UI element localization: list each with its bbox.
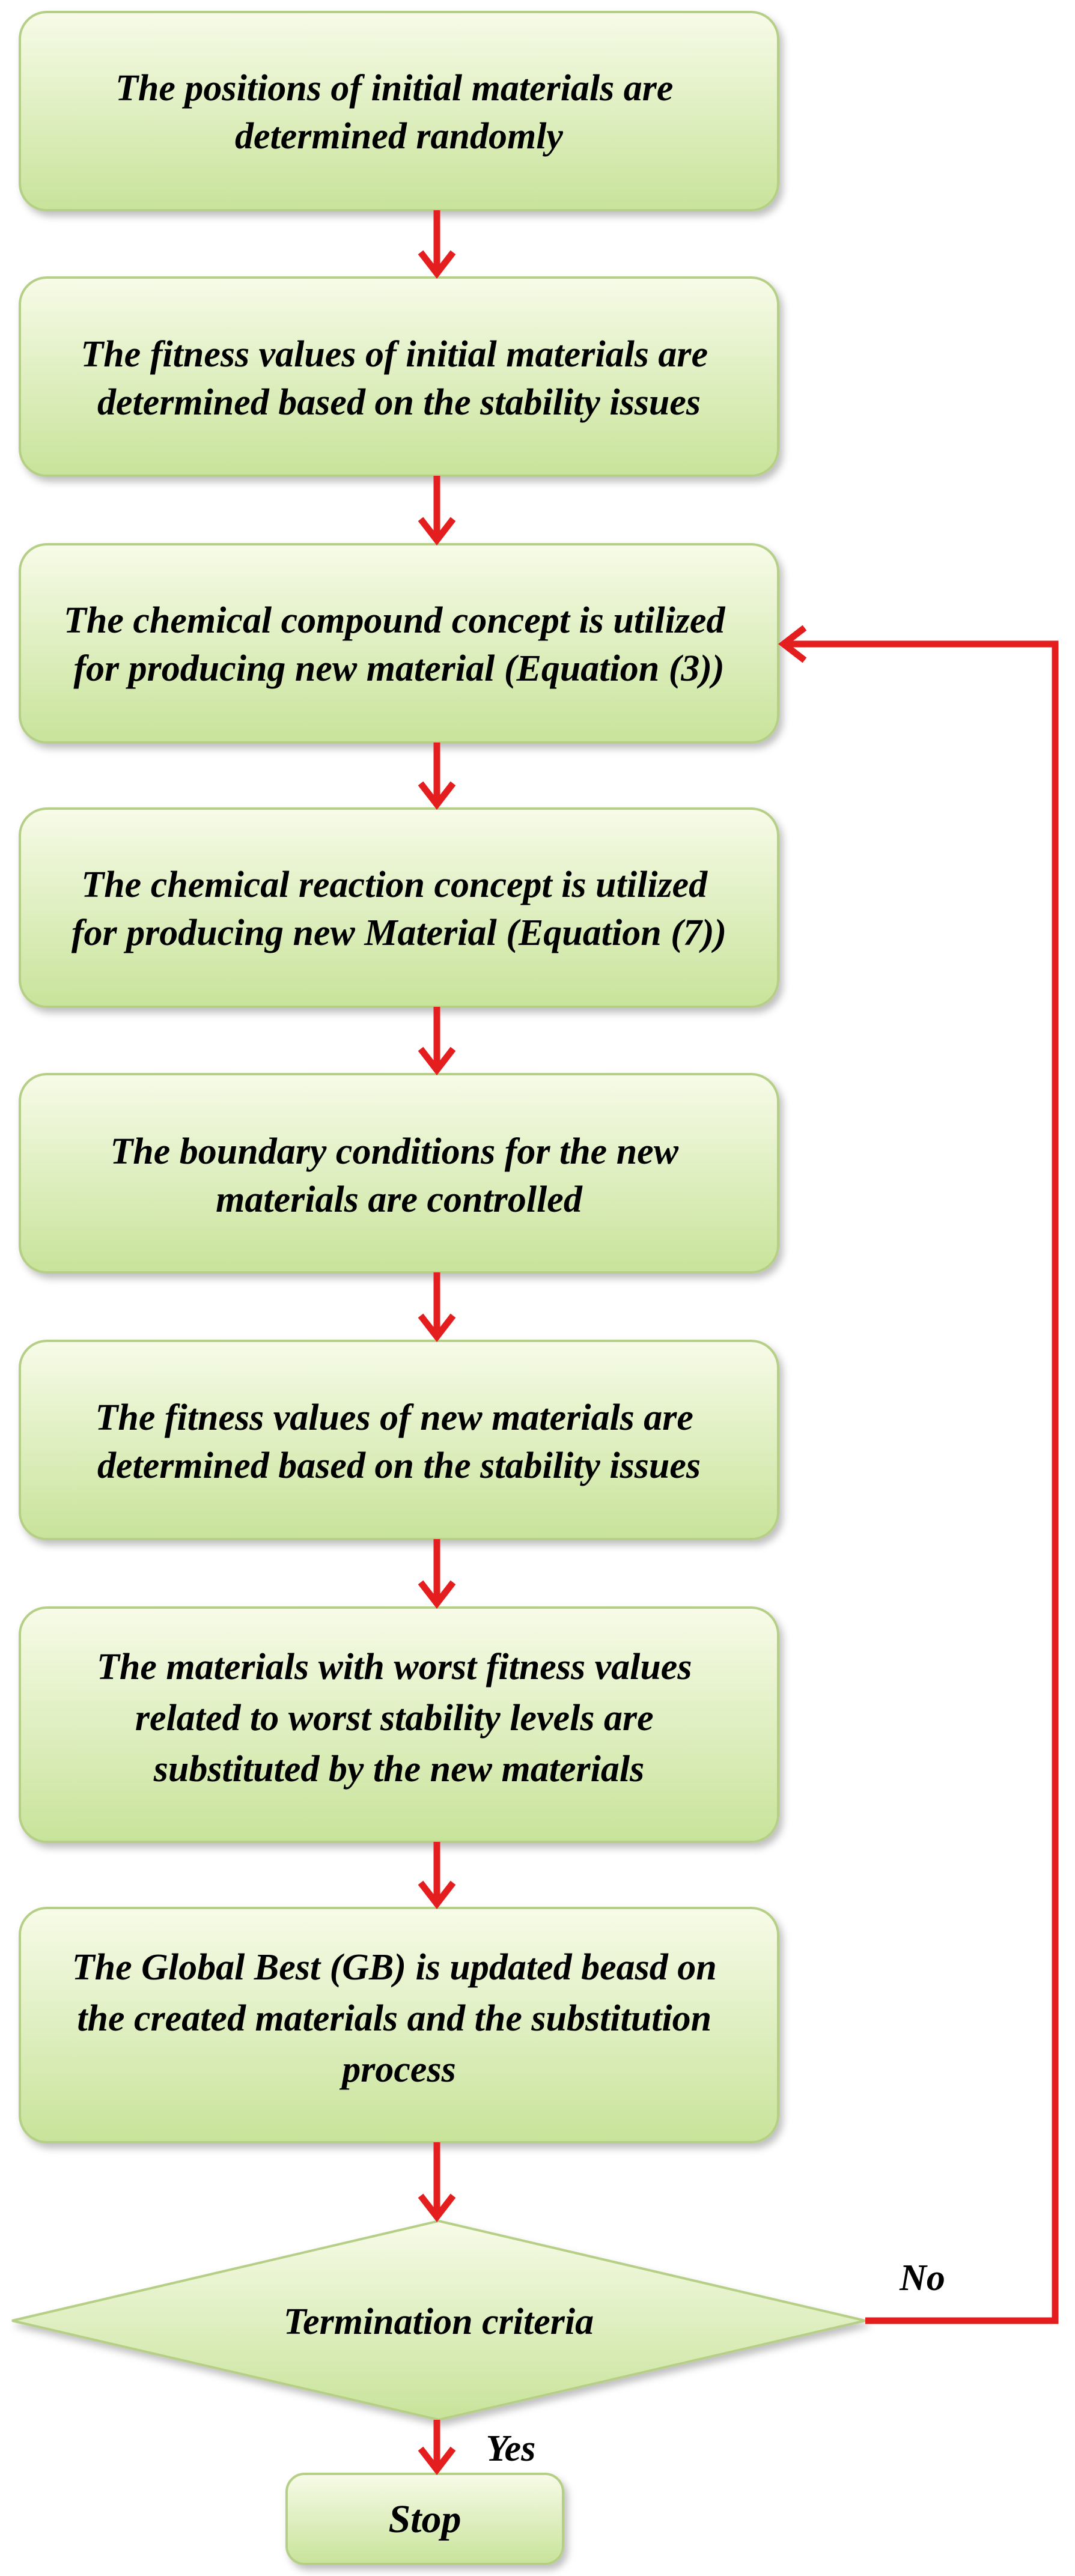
step-4-line-2: for producing new Material (Equation (7)) [71,913,727,953]
step-6-line-1: The fitness values of new materials are [95,1397,693,1438]
step-box-3 [20,544,778,743]
step-8-line-3: process [342,2049,456,2090]
step-box-7 [20,1608,778,1842]
arrow-1-2 [421,210,453,273]
step-8-line-1: The Global Best (GB) is updated beasd on [72,1947,717,1988]
step-box-6 [20,1341,778,1539]
step-6-line-2: determined based on the stability issues [97,1445,701,1486]
arrow-8-decision [421,2142,453,2217]
step-box-2 [20,278,778,476]
stop-label: Stop [388,2497,461,2541]
arrow-3-4 [421,743,453,804]
step-7-line-3: substituted by the new materials [153,1749,645,1790]
no-label: No [900,2258,945,2298]
step-3-line-1: The chemical compound concept is utilized [64,600,725,641]
step-box-5 [20,1074,778,1272]
step-box-2-shape [20,278,778,476]
step-box-1-shape [20,12,778,210]
step-7-line-1: The materials with worst fitness values [97,1647,692,1687]
step-2-line-2: determined based on the stability issues [97,382,701,423]
step-box-4-shape [20,809,778,1007]
step-1-line-2: determined randomly [235,116,563,157]
step-box-3-shape [20,544,778,743]
step-5-line-2: materials are controlled [216,1179,582,1220]
step-box-7-text [97,1647,701,1790]
loop-back-arrow [784,628,1055,2321]
step-8-line-2: the created materials and the substitution [77,1998,712,2039]
step-3-line-2: for producing new material (Equation (3)) [73,648,725,689]
step-box-5-shape [20,1074,778,1272]
arrow-5-6 [421,1272,453,1337]
step-1-line-1: The positions of initial materials are [115,68,674,109]
arrow-7-8 [421,1842,453,1904]
arrow-2-3 [421,476,453,540]
step-box-8 [20,1908,778,2142]
arrow-4-5 [421,1007,453,1070]
decision-diamond [12,2221,865,2420]
step-7-line-2: related to worst stability levels are [135,1698,654,1739]
step-box-4 [20,809,778,1007]
step-4-line-1: The chemical reaction concept is utilized [81,864,708,905]
step-2-line-1: The fitness values of initial materials are [81,334,708,375]
step-5-line-1: The boundary conditions for the new [110,1131,679,1172]
decision-label: Termination criteria [283,2301,594,2342]
step-box-6-shape [20,1341,778,1539]
arrow-6-7 [421,1539,453,1603]
stop-box [287,2474,563,2564]
step-box-1 [20,12,778,210]
arrow-decision-stop [421,2420,453,2470]
yes-label: Yes [486,2428,536,2469]
